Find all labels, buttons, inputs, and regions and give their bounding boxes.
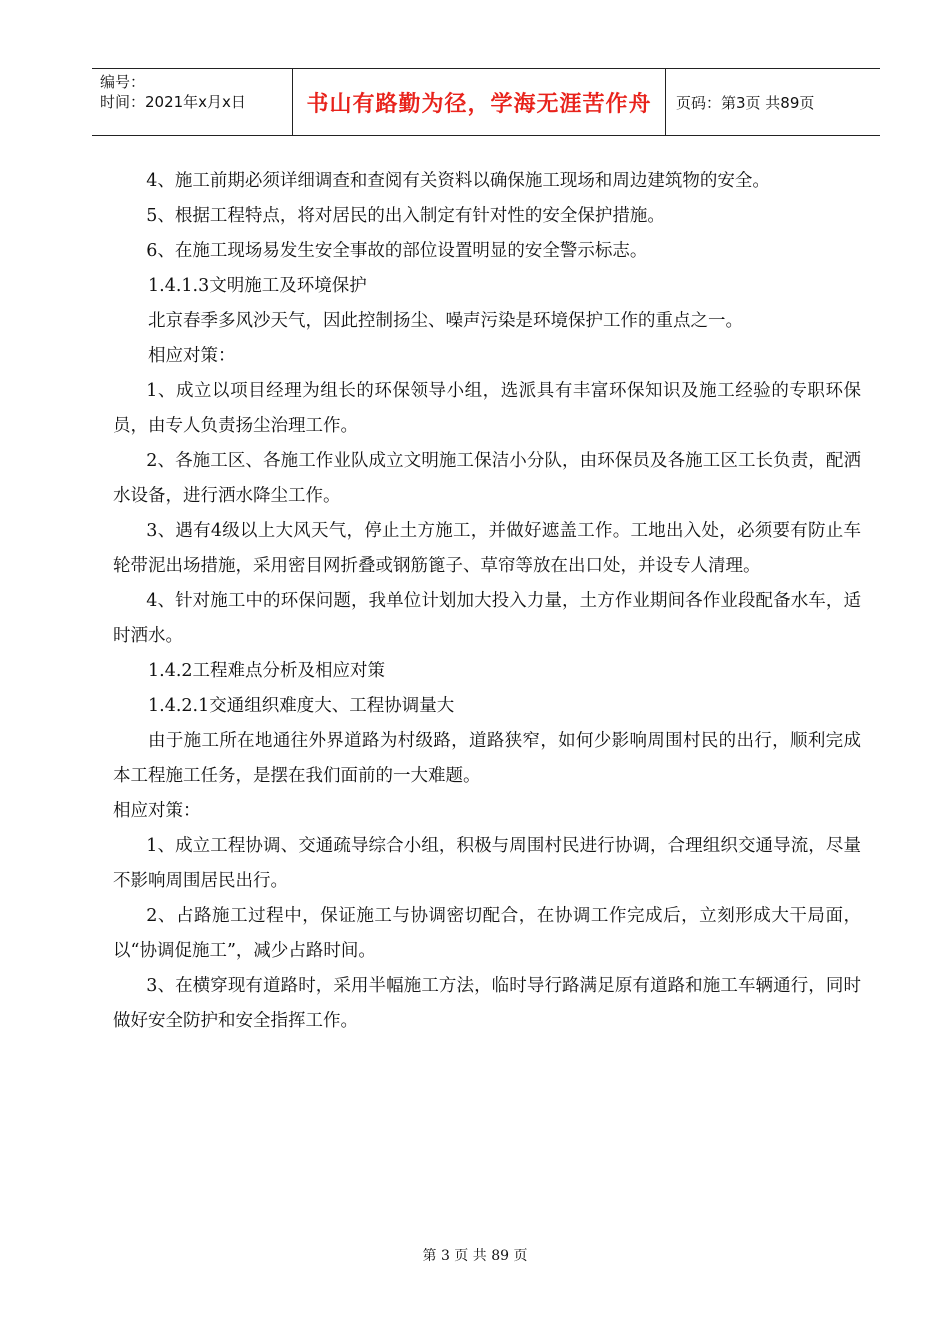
paragraph: 由于施工所在地通往外界道路为村级路，道路狭窄，如何少影响周围村民的出行，顺利完成本工程施工任务，是摆在我们面前的一大难题。	[113, 731, 861, 786]
time-label: 时间：2021年x月x日	[100, 93, 246, 111]
header-motto: 书山有路勤为径，学海无涯苦作舟	[293, 69, 666, 135]
header-meta	[92, 69, 293, 135]
serial-label: 编号：	[100, 73, 146, 91]
paragraph: 1、成立以项目经理为组长的环保领导小组，选派具有丰富环保知识及施工经验的专职环保员，由专人负责扬尘治理工作。	[113, 381, 861, 436]
paragraph: 4、施工前期必须详细调查和查阅有关资料以确保施工现场和周边建筑物的安全。	[146, 171, 770, 191]
paragraph: 2、占路施工过程中，保证施工与协调密切配合，在协调工作完成后，立刻形成大干局面，以“协调促施工”，减少占路时间。	[113, 906, 861, 961]
paragraph: 5、根据工程特点，将对居民的出入制定有针对性的安全保护措施。	[146, 206, 665, 226]
paragraph: 4、针对施工中的环保问题，我单位计划加大投入力量，土方作业期间各作业段配备水车，适时洒水。	[113, 591, 861, 646]
document-body	[113, 164, 861, 1039]
header-page-info: 页码：第3页 共89页	[676, 93, 815, 112]
section-heading: 1.4.2工程难点分析及相应对策	[148, 661, 386, 681]
paragraph: 2、各施工区、各施工作业队成立文明施工保洁小分队，由环保员及各施工区工长负责，配洒水设备，进行洒水降尘工作。	[113, 451, 861, 506]
paragraph: 1、成立工程协调、交通疏导综合小组，积极与周围村民进行协调，合理组织交通导流，尽量不影响周围居民出行。	[113, 836, 861, 891]
page-header	[92, 68, 880, 136]
paragraph: 3、遇有4级以上大风天气，停止土方施工，并做好遮盖工作。工地出入处，必须要有防止车轮带泥出场措施，采用密目网折叠或钢筋篦子、草帘等放在出口处，并设专人清理。	[113, 521, 861, 576]
paragraph: 北京春季多风沙天气，因此控制扬尘、噪声污染是环境保护工作的重点之一。	[148, 311, 743, 331]
paragraph: 6、在施工现场易发生安全事故的部位设置明显的安全警示标志。	[146, 241, 648, 261]
paragraph: 3、在横穿现有道路时，采用半幅施工方法，临时导行路满足原有道路和施工车辆通行，同时做好安全防护和安全指挥工作。	[113, 976, 861, 1031]
page-footer: 第 3 页 共 89 页	[422, 1248, 528, 1264]
section-heading: 1.4.2.1交通组织难度大、工程协调量大	[148, 696, 455, 716]
section-heading: 1.4.1.3文明施工及环境保护	[148, 276, 367, 296]
paragraph: 相应对策：	[148, 346, 236, 366]
paragraph: 相应对策：	[113, 801, 201, 821]
